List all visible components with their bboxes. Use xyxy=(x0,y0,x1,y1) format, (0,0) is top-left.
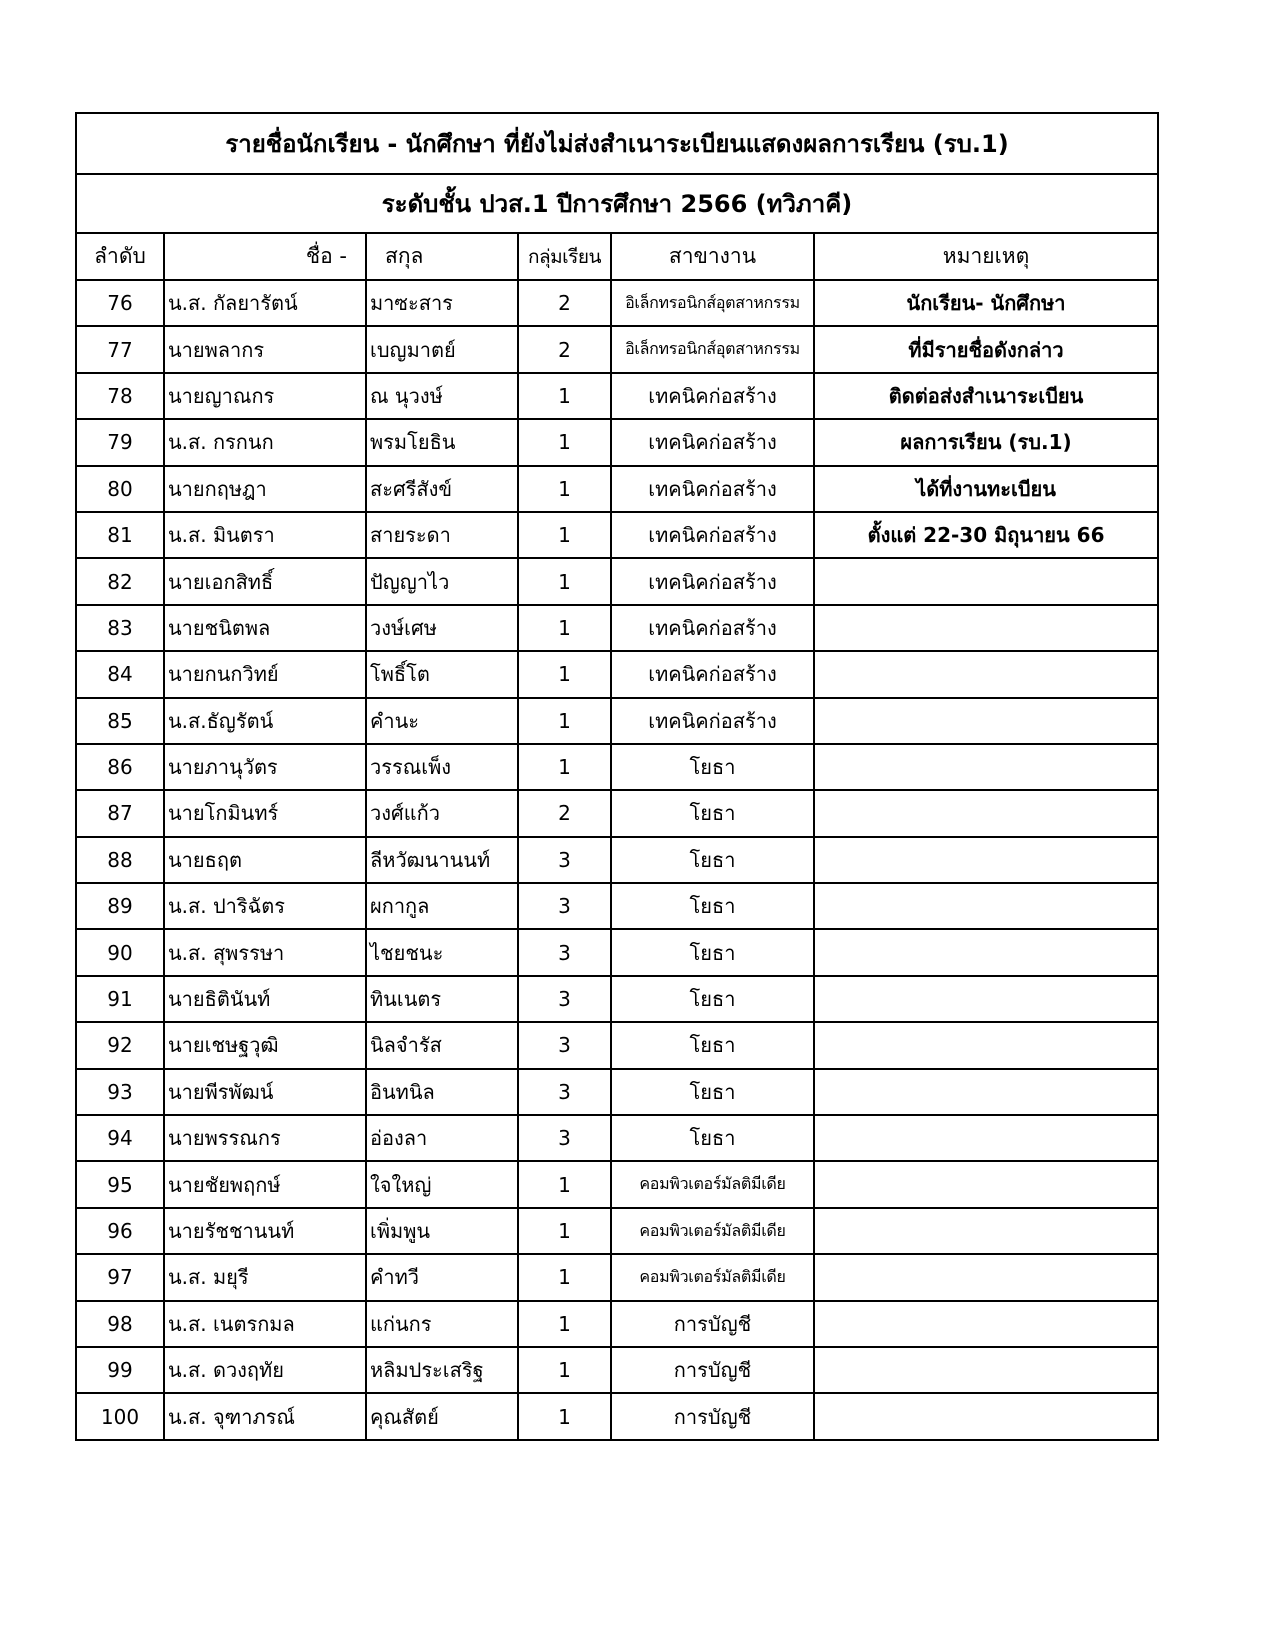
table-row xyxy=(76,1301,1158,1347)
cell-group: 3 xyxy=(518,1069,611,1115)
cell-last-name: หลิมประเสริฐ xyxy=(366,1347,518,1393)
table-row xyxy=(76,883,1158,929)
cell-no: 88 xyxy=(76,837,164,883)
table-row xyxy=(76,605,1158,651)
cell-last-name: อินทนิล xyxy=(366,1069,518,1115)
cell-group: 3 xyxy=(518,1115,611,1161)
table-row xyxy=(76,1254,1158,1300)
cell-group: 2 xyxy=(518,280,611,326)
cell-last-name: โพธิ์โต xyxy=(366,651,518,697)
cell-note: นักเรียน- นักศึกษา xyxy=(814,280,1158,326)
table-body xyxy=(76,280,1158,1440)
cell-department: โยธา xyxy=(611,1115,814,1161)
cell-first-name: นายกฤษฎา xyxy=(164,466,366,512)
table-row xyxy=(76,558,1158,604)
cell-department: คอมพิวเตอร์มัลติมีเดีย xyxy=(611,1161,814,1207)
cell-group: 3 xyxy=(518,929,611,975)
student-table xyxy=(75,112,1159,1441)
cell-first-name: น.ส. ดวงฤทัย xyxy=(164,1347,366,1393)
cell-first-name: นายพลากร xyxy=(164,326,366,372)
cell-note xyxy=(814,1301,1158,1347)
cell-note xyxy=(814,698,1158,744)
cell-last-name: พรมโยธิน xyxy=(366,419,518,465)
table-row xyxy=(76,744,1158,790)
cell-no: 82 xyxy=(76,558,164,604)
cell-first-name: นายญาณกร xyxy=(164,373,366,419)
cell-department: คอมพิวเตอร์มัลติมีเดีย xyxy=(611,1254,814,1300)
cell-no: 76 xyxy=(76,280,164,326)
cell-first-name: นายโกมินทร์ xyxy=(164,790,366,836)
cell-group: 3 xyxy=(518,883,611,929)
cell-department: การบัญชี xyxy=(611,1301,814,1347)
cell-no: 98 xyxy=(76,1301,164,1347)
cell-department: การบัญชี xyxy=(611,1393,814,1439)
document-title: รายชื่อนักเรียน - นักศึกษา ที่ยังไม่ส่งสำเนาระเบียนแสดงผลการเรียน (รบ.1) xyxy=(76,113,1158,174)
cell-group: 1 xyxy=(518,1254,611,1300)
cell-note xyxy=(814,558,1158,604)
cell-last-name: ไชยชนะ xyxy=(366,929,518,975)
cell-note xyxy=(814,1022,1158,1068)
header-first-name: ชื่อ - xyxy=(164,233,366,280)
title-row xyxy=(76,113,1158,174)
cell-last-name: วงศ์แก้ว xyxy=(366,790,518,836)
cell-department: อิเล็กทรอนิกส์อุตสาหกรรม xyxy=(611,326,814,372)
cell-first-name: นายชนิตพล xyxy=(164,605,366,651)
cell-last-name: ปัญญาไว xyxy=(366,558,518,604)
cell-last-name: สะศรีสังข์ xyxy=(366,466,518,512)
cell-no: 81 xyxy=(76,512,164,558)
cell-no: 94 xyxy=(76,1115,164,1161)
cell-note xyxy=(814,744,1158,790)
header-note: หมายเหตุ xyxy=(814,233,1158,280)
header-department: สาขางาน xyxy=(611,233,814,280)
cell-department: คอมพิวเตอร์มัลติมีเดีย xyxy=(611,1208,814,1254)
cell-last-name: ทินเนตร xyxy=(366,976,518,1022)
subtitle-row xyxy=(76,174,1158,233)
cell-note xyxy=(814,651,1158,697)
cell-group: 1 xyxy=(518,1301,611,1347)
table-row xyxy=(76,419,1158,465)
cell-group: 3 xyxy=(518,976,611,1022)
cell-no: 78 xyxy=(76,373,164,419)
cell-department: โยธา xyxy=(611,1022,814,1068)
cell-no: 91 xyxy=(76,976,164,1022)
cell-last-name: นิลจำรัส xyxy=(366,1022,518,1068)
cell-department: เทคนิคก่อสร้าง xyxy=(611,558,814,604)
cell-note xyxy=(814,883,1158,929)
cell-note xyxy=(814,1347,1158,1393)
cell-no: 96 xyxy=(76,1208,164,1254)
cell-group: 1 xyxy=(518,698,611,744)
cell-department: การบัญชี xyxy=(611,1347,814,1393)
cell-first-name: น.ส.ธัญรัตน์ xyxy=(164,698,366,744)
cell-first-name: น.ส. มยุรี xyxy=(164,1254,366,1300)
cell-no: 79 xyxy=(76,419,164,465)
document-subtitle: ระดับชั้น ปวส.1 ปีการศึกษา 2566 (ทวิภาคี) xyxy=(76,174,1158,233)
cell-no: 97 xyxy=(76,1254,164,1300)
cell-no: 100 xyxy=(76,1393,164,1439)
cell-group: 1 xyxy=(518,373,611,419)
table-row xyxy=(76,698,1158,744)
cell-department: โยธา xyxy=(611,744,814,790)
cell-last-name: เบญมาตย์ xyxy=(366,326,518,372)
table-row xyxy=(76,373,1158,419)
cell-note xyxy=(814,837,1158,883)
cell-group: 1 xyxy=(518,1393,611,1439)
cell-first-name: น.ส. สุพรรษา xyxy=(164,929,366,975)
table-row xyxy=(76,326,1158,372)
header-last-name: สกุล xyxy=(366,233,518,280)
cell-last-name: มาซะสาร xyxy=(366,280,518,326)
cell-department: เทคนิคก่อสร้าง xyxy=(611,651,814,697)
student-list-sheet xyxy=(75,112,1157,1441)
cell-note xyxy=(814,976,1158,1022)
table-row xyxy=(76,837,1158,883)
cell-first-name: นายชัยพฤกษ์ xyxy=(164,1161,366,1207)
cell-no: 86 xyxy=(76,744,164,790)
table-row xyxy=(76,929,1158,975)
cell-group: 1 xyxy=(518,512,611,558)
cell-group: 2 xyxy=(518,790,611,836)
cell-group: 2 xyxy=(518,326,611,372)
header-row xyxy=(76,233,1158,280)
table-row xyxy=(76,280,1158,326)
cell-group: 1 xyxy=(518,1347,611,1393)
table-row xyxy=(76,1161,1158,1207)
cell-group: 1 xyxy=(518,558,611,604)
table-row xyxy=(76,1022,1158,1068)
cell-first-name: นายพีรพัฒน์ xyxy=(164,1069,366,1115)
cell-last-name: วรรณเพ็ง xyxy=(366,744,518,790)
cell-group: 3 xyxy=(518,837,611,883)
cell-first-name: น.ส. มินตรา xyxy=(164,512,366,558)
table-row xyxy=(76,1393,1158,1439)
table-row xyxy=(76,1347,1158,1393)
cell-note xyxy=(814,1393,1158,1439)
header-group: กลุ่มเรียน xyxy=(518,233,611,280)
cell-first-name: นายพรรณกร xyxy=(164,1115,366,1161)
cell-first-name: น.ส. เนตรกมล xyxy=(164,1301,366,1347)
cell-last-name: อ่องลา xyxy=(366,1115,518,1161)
cell-group: 1 xyxy=(518,1161,611,1207)
cell-last-name: คำทวี xyxy=(366,1254,518,1300)
cell-no: 90 xyxy=(76,929,164,975)
cell-note: ตั้งแต่ 22-30 มิถุนายน 66 xyxy=(814,512,1158,558)
cell-department: เทคนิคก่อสร้าง xyxy=(611,605,814,651)
cell-group: 1 xyxy=(518,1208,611,1254)
cell-department: โยธา xyxy=(611,929,814,975)
cell-no: 99 xyxy=(76,1347,164,1393)
cell-no: 80 xyxy=(76,466,164,512)
cell-no: 84 xyxy=(76,651,164,697)
cell-department: โยธา xyxy=(611,976,814,1022)
cell-note: ติดต่อส่งสำเนาระเบียน xyxy=(814,373,1158,419)
cell-note: ได้ที่งานทะเบียน xyxy=(814,466,1158,512)
cell-note xyxy=(814,1069,1158,1115)
cell-first-name: นายเชษฐวุฒิ xyxy=(164,1022,366,1068)
cell-group: 1 xyxy=(518,651,611,697)
table-row xyxy=(76,790,1158,836)
cell-no: 77 xyxy=(76,326,164,372)
cell-department: เทคนิคก่อสร้าง xyxy=(611,419,814,465)
cell-department: เทคนิคก่อสร้าง xyxy=(611,373,814,419)
cell-no: 89 xyxy=(76,883,164,929)
cell-last-name: ลีหวัฒนานนท์ xyxy=(366,837,518,883)
table-row xyxy=(76,651,1158,697)
cell-first-name: น.ส. กรกนก xyxy=(164,419,366,465)
cell-note xyxy=(814,1161,1158,1207)
cell-department: โยธา xyxy=(611,1069,814,1115)
table-row xyxy=(76,1115,1158,1161)
table-row xyxy=(76,976,1158,1022)
cell-no: 92 xyxy=(76,1022,164,1068)
cell-last-name: ผกากูล xyxy=(366,883,518,929)
table-row xyxy=(76,1069,1158,1115)
cell-first-name: น.ส. จุฑาภรณ์ xyxy=(164,1393,366,1439)
cell-group: 1 xyxy=(518,605,611,651)
cell-first-name: นายรัชชานนท์ xyxy=(164,1208,366,1254)
cell-note xyxy=(814,790,1158,836)
cell-first-name: นายธฤต xyxy=(164,837,366,883)
cell-last-name: แก่นกร xyxy=(366,1301,518,1347)
cell-note xyxy=(814,1115,1158,1161)
cell-group: 1 xyxy=(518,744,611,790)
cell-department: เทคนิคก่อสร้าง xyxy=(611,466,814,512)
cell-no: 95 xyxy=(76,1161,164,1207)
cell-first-name: นายกนกวิทย์ xyxy=(164,651,366,697)
cell-department: เทคนิคก่อสร้าง xyxy=(611,512,814,558)
cell-first-name: นายเอกสิทธิ์ xyxy=(164,558,366,604)
cell-group: 3 xyxy=(518,1022,611,1068)
cell-last-name: คำนะ xyxy=(366,698,518,744)
cell-no: 85 xyxy=(76,698,164,744)
cell-department: โยธา xyxy=(611,883,814,929)
cell-no: 87 xyxy=(76,790,164,836)
table-row xyxy=(76,512,1158,558)
table-row xyxy=(76,466,1158,512)
cell-first-name: น.ส. กัลยารัตน์ xyxy=(164,280,366,326)
cell-first-name: นายธิตินันท์ xyxy=(164,976,366,1022)
cell-last-name: สายระดา xyxy=(366,512,518,558)
cell-first-name: น.ส. ปาริฉัตร xyxy=(164,883,366,929)
cell-department: โยธา xyxy=(611,837,814,883)
cell-department: เทคนิคก่อสร้าง xyxy=(611,698,814,744)
cell-no: 93 xyxy=(76,1069,164,1115)
cell-no: 83 xyxy=(76,605,164,651)
cell-group: 1 xyxy=(518,419,611,465)
cell-first-name: นายภานุวัตร xyxy=(164,744,366,790)
cell-department: อิเล็กทรอนิกส์อุตสาหกรรม xyxy=(611,280,814,326)
cell-note xyxy=(814,1208,1158,1254)
cell-note xyxy=(814,929,1158,975)
cell-department: โยธา xyxy=(611,790,814,836)
cell-note xyxy=(814,1254,1158,1300)
header-no: ลำดับ xyxy=(76,233,164,280)
cell-last-name: เพิ่มพูน xyxy=(366,1208,518,1254)
cell-last-name: วงษ์เศษ xyxy=(366,605,518,651)
cell-group: 1 xyxy=(518,466,611,512)
cell-last-name: คุณสัตย์ xyxy=(366,1393,518,1439)
cell-note: ผลการเรียน (รบ.1) xyxy=(814,419,1158,465)
cell-note: ที่มีรายชื่อดังกล่าว xyxy=(814,326,1158,372)
cell-last-name: ใจใหญ่ xyxy=(366,1161,518,1207)
cell-last-name: ณ นุวงษ์ xyxy=(366,373,518,419)
cell-note xyxy=(814,605,1158,651)
table-row xyxy=(76,1208,1158,1254)
